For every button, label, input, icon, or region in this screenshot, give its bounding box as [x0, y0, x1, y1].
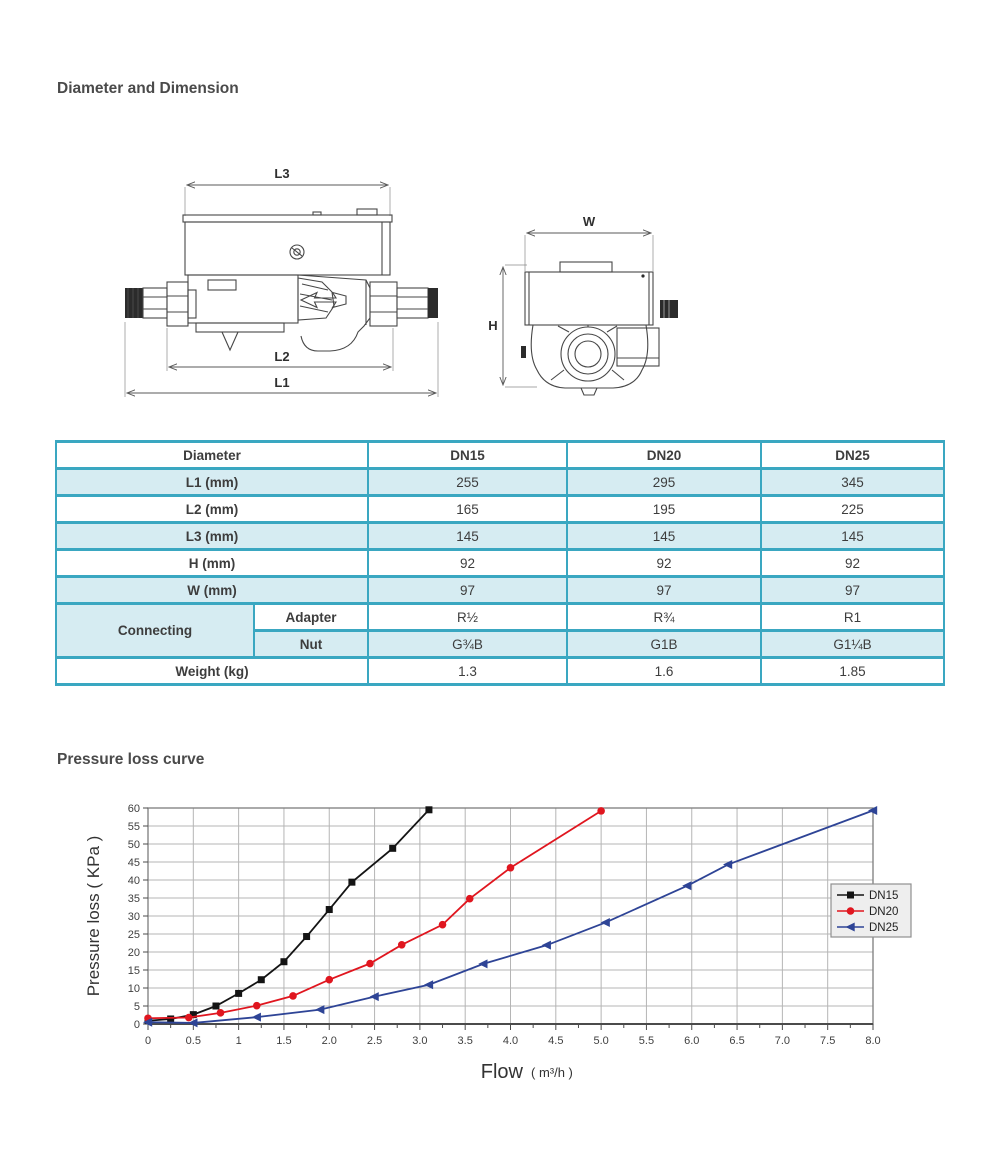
cell-value: 145: [761, 523, 944, 550]
data-point-dn15: [280, 958, 287, 965]
x-tick-label: 6.5: [729, 1035, 745, 1047]
dimension-h: [488, 265, 537, 387]
y-tick-label: 55: [127, 821, 140, 833]
cell-value: 1.6: [567, 658, 761, 685]
data-point-dn20: [366, 960, 374, 968]
cell-value: 345: [761, 469, 944, 496]
row-label: W (mm): [56, 577, 368, 604]
y-tick-label: 30: [127, 911, 140, 923]
x-tick-label: 5.0: [593, 1035, 609, 1047]
data-point-dn25: [542, 941, 551, 950]
cell-value: 195: [567, 496, 761, 523]
meter-body-front: [521, 325, 659, 395]
data-point-dn15: [389, 845, 396, 852]
legend-label-dn15: DN15: [869, 890, 899, 902]
data-point-dn20: [439, 921, 447, 929]
table-row-adapter: [56, 604, 944, 631]
data-point-dn15: [425, 806, 432, 813]
dim-label-l1: L1: [274, 375, 290, 390]
x-tick-label: 2.0: [321, 1035, 337, 1047]
hex-nut-right: [370, 282, 397, 326]
table-header-row: [56, 442, 944, 469]
x-tick-label: 4.0: [502, 1035, 519, 1047]
data-point-dn20: [217, 1009, 225, 1017]
data-point-dn25: [601, 918, 610, 927]
section-title-dimensions: Diameter and Dimension: [57, 80, 239, 97]
cell-value: G1B: [567, 631, 761, 658]
data-point-dn25: [723, 860, 732, 869]
side-housing: [617, 328, 659, 366]
hex-nut-left: [167, 282, 188, 326]
data-point-dn20: [398, 941, 406, 949]
table-row-l3: [56, 523, 944, 550]
legend-label-dn20: DN20: [869, 906, 899, 918]
dimensions-table: [55, 440, 945, 686]
dim-label-w: W: [582, 214, 596, 229]
pipe-thread-left: [125, 282, 196, 326]
row-label: Weight (kg): [56, 658, 368, 685]
data-point-dn15: [326, 906, 333, 913]
cell-value: 1.85: [761, 658, 944, 685]
x-tick-label: 3.5: [457, 1035, 473, 1047]
row-label-connecting: Connecting: [56, 604, 254, 658]
legend-label-dn25: DN25: [869, 922, 899, 934]
table-row-w: [56, 577, 944, 604]
y-tick-label: 5: [133, 1001, 140, 1013]
body-shell: [298, 275, 370, 351]
x-tick-label: 7.0: [774, 1035, 791, 1047]
y-tick-label: 40: [127, 875, 140, 887]
cell-value: 165: [368, 496, 567, 523]
data-point-dn15: [348, 879, 355, 886]
table-row-l1: [56, 469, 944, 496]
pressure-loss-chart-svg: [85, 790, 945, 1110]
cell-value: R¾: [567, 604, 761, 631]
x-tick-label: 0: [144, 1035, 152, 1047]
y-tick-label: 45: [127, 857, 140, 869]
cell-value: G1¼B: [761, 631, 944, 658]
cell-value: R1: [761, 604, 944, 631]
y-tick-label: 0: [133, 1019, 140, 1031]
x-tick-label: 6.0: [684, 1035, 700, 1047]
y-tick-label: 20: [127, 947, 140, 959]
register-box-front: [525, 262, 678, 325]
data-point-dn15: [303, 933, 310, 940]
x-tick-label: 2.5: [366, 1035, 383, 1047]
x-tick-label: 5.5: [638, 1035, 655, 1047]
valve-module: [188, 275, 298, 323]
side-view-drawing: [70, 160, 460, 410]
cell-value: G¾B: [368, 631, 567, 658]
data-point-dn20: [597, 807, 605, 815]
table-header-dn20: DN20: [567, 442, 761, 469]
data-point-dn20: [185, 1014, 193, 1022]
register-box: [183, 209, 392, 275]
dim-label-l3: L3: [274, 166, 290, 181]
row-label: L1 (mm): [56, 469, 368, 496]
flow-arrow-icon: [301, 293, 346, 308]
table-header-diameter: Diameter: [56, 442, 368, 469]
y-tick-label: 25: [127, 929, 140, 941]
x-tick-label: 8.0: [865, 1035, 881, 1047]
data-point-dn25: [252, 1013, 261, 1022]
cell-value: R½: [368, 604, 567, 631]
cell-value: 97: [761, 577, 944, 604]
row-label: H (mm): [56, 550, 368, 577]
row-label: L3 (mm): [56, 523, 368, 550]
y-tick-label: 35: [127, 893, 140, 905]
x-tick-label: 3.0: [412, 1035, 428, 1047]
x-tick-label: 1.5: [276, 1035, 292, 1047]
x-axis-title-unit: ( m³/h ): [531, 1065, 573, 1080]
x-tick-label: 7.5: [820, 1035, 836, 1047]
cell-value: 92: [761, 550, 944, 577]
dimension-l2: [167, 328, 393, 371]
cell-value: 97: [567, 577, 761, 604]
y-tick-label: 10: [127, 983, 140, 995]
data-point-dn20: [507, 864, 515, 872]
cell-value: 97: [368, 577, 567, 604]
x-tick-label: 4.5: [548, 1035, 564, 1047]
cell-value: 225: [761, 496, 944, 523]
row-label: L2 (mm): [56, 496, 368, 523]
cell-value: 92: [368, 550, 567, 577]
dim-label-h: H: [488, 318, 498, 333]
data-point-dn25: [682, 881, 691, 890]
cell-value: 92: [567, 550, 761, 577]
table-row-l2: [56, 496, 944, 523]
y-axis-title: Pressure loss ( KPa ): [85, 835, 103, 997]
legend-marker-dn20: [847, 907, 855, 915]
y-tick-label: 60: [127, 803, 140, 815]
data-point-dn15: [212, 1003, 219, 1010]
data-point-dn20: [289, 992, 297, 1000]
end-view-drawing: [485, 210, 715, 405]
cell-value: 145: [567, 523, 761, 550]
data-point-dn20: [466, 895, 474, 903]
x-tick-label: 0.5: [185, 1035, 201, 1047]
pressure-loss-chart: [85, 790, 945, 1110]
data-point-dn20: [253, 1002, 261, 1010]
legend-marker-dn15: [847, 892, 854, 899]
data-point-dn20: [325, 976, 333, 984]
data-point-dn25: [478, 959, 487, 968]
x-axis-title: Flow: [480, 1061, 523, 1083]
pipe-thread-right: [370, 282, 438, 326]
section-title-pressure-loss: Pressure loss curve: [57, 751, 205, 768]
data-point-dn15: [235, 990, 242, 997]
data-point-dn15: [258, 976, 265, 983]
table-header-dn25: DN25: [761, 442, 944, 469]
dim-label-l2: L2: [274, 349, 290, 364]
row-label-nut: Nut: [254, 631, 368, 658]
row-label-adapter: Adapter: [254, 604, 368, 631]
cell-value: 295: [567, 469, 761, 496]
data-point-dn15: [167, 1015, 174, 1022]
meter-body: [188, 275, 370, 351]
y-tick-label: 15: [127, 965, 140, 977]
y-tick-label: 50: [127, 839, 140, 851]
x-tick-label: 1: [235, 1035, 242, 1047]
spigot: [222, 332, 238, 350]
cell-value: 1.3: [368, 658, 567, 685]
cell-value: 255: [368, 469, 567, 496]
table-row-weight: [56, 658, 944, 685]
series-line-dn15: [148, 810, 429, 1021]
cell-value: 145: [368, 523, 567, 550]
table-header-dn15: DN15: [368, 442, 567, 469]
table-row-h: [56, 550, 944, 577]
